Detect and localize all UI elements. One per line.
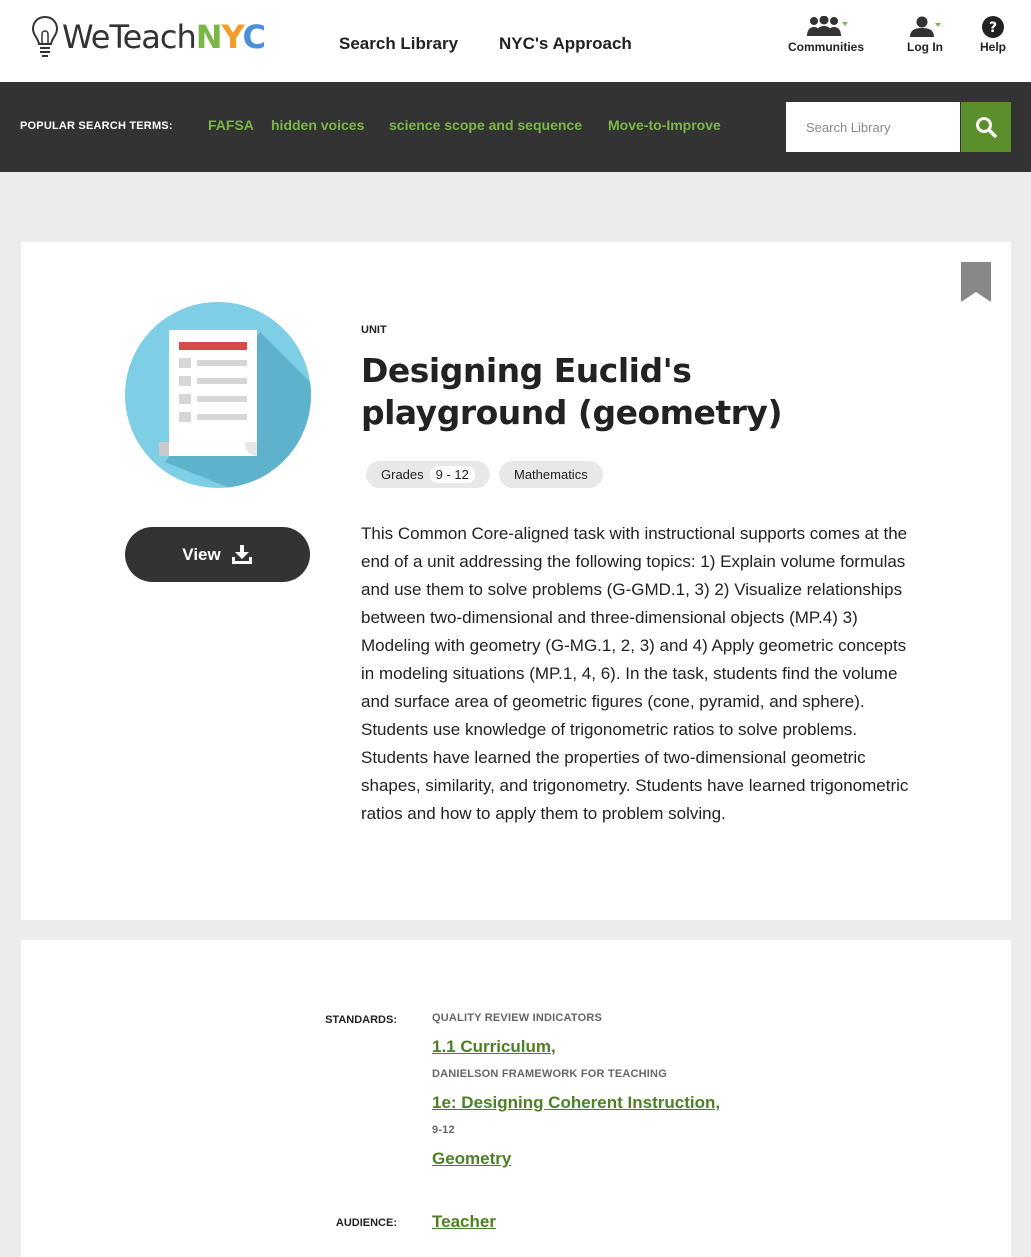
help-label: Help (980, 40, 1007, 54)
communities-icon (804, 16, 848, 38)
popular-term-hidden-voices[interactable]: hidden voices (271, 117, 365, 133)
standard-link[interactable]: 1e: Designing Coherent Instruction, (432, 1093, 721, 1112)
document-icon (125, 302, 311, 488)
login-label: Log In (907, 40, 943, 54)
communities-menu[interactable] (788, 16, 864, 54)
search-input[interactable] (786, 102, 960, 152)
popular-label: POPULAR SEARCH TERMS: (20, 120, 173, 132)
logo-text: WeTeachNYC (62, 18, 266, 56)
bookmark-icon[interactable] (961, 262, 991, 302)
grades-label: Grades (381, 467, 424, 482)
standard-heading: 9-12 (432, 1124, 455, 1136)
standard-heading: DANIELSON FRAMEWORK FOR TEACHING (432, 1068, 667, 1080)
subject-tag[interactable] (499, 461, 603, 488)
audience-label: AUDIENCE: (335, 1217, 397, 1229)
nav-search-library[interactable]: Search Library (339, 34, 459, 53)
subject-label: Mathematics (514, 467, 588, 482)
lightbulb-icon (30, 14, 60, 60)
popular-term-science-scope[interactable]: science scope and sequence (389, 117, 582, 133)
popular-search-bar (0, 82, 1031, 172)
standard-link[interactable]: 1.1 Curriculum, (432, 1037, 556, 1056)
standard-heading: QUALITY REVIEW INDICATORS (432, 1012, 603, 1024)
view-button[interactable] (125, 527, 310, 582)
grades-tag[interactable] (366, 461, 490, 488)
login-menu[interactable] (907, 16, 943, 54)
site-header (0, 0, 1031, 82)
nav-nycs-approach[interactable]: NYC's Approach (499, 34, 632, 53)
resource-title: Designing Euclid's playground (geometry) (361, 351, 783, 432)
svg-text:?: ? (988, 20, 998, 36)
search-button[interactable] (961, 102, 1011, 152)
grades-value: 9 - 12 (430, 466, 475, 483)
resource-type: UNIT (361, 324, 387, 336)
view-label: View (182, 544, 221, 564)
resource-card (21, 242, 1011, 920)
resource-description: This Common Core-aligned task with instructional supports comes at the end of a unit addressing the following topics: 1) Explain volume formulas and use them to solve problems (G-GMD.1, 3) 2) Visualize relationships between two-dimensional and three-dimensional objects (MP.4) 3) Modeling with geometry (G-MG.1, 2, 3) and 4) Apply geometric concepts in modeling situations (MP.1, 4, 6). In the task, students find the volume and surface area of geometric figures (cone, pyramid, and sphere). Students use knowledge of trigonometric ratios to solve problems. Students have learned the properties of two-dimensional geometric shapes, similarity, and trigonometry. Students have learned trigonometric ratios and how to apply them to problem solving. (361, 524, 909, 823)
details-card (21, 940, 1011, 1257)
audience-link[interactable]: Teacher (432, 1212, 496, 1231)
download-icon (231, 545, 253, 565)
help-menu[interactable] (980, 16, 1006, 54)
communities-label: Communities (788, 40, 865, 54)
standards-label: STANDARDS: (325, 1014, 397, 1026)
site-logo[interactable] (30, 14, 265, 60)
standard-link[interactable]: Geometry (432, 1149, 512, 1168)
user-icon (907, 16, 943, 38)
popular-term-move-to-improve[interactable]: Move-to-Improve (608, 117, 721, 133)
search-icon (975, 116, 997, 138)
popular-term-fafsa[interactable]: FAFSA (208, 117, 254, 133)
help-icon (981, 16, 1005, 38)
